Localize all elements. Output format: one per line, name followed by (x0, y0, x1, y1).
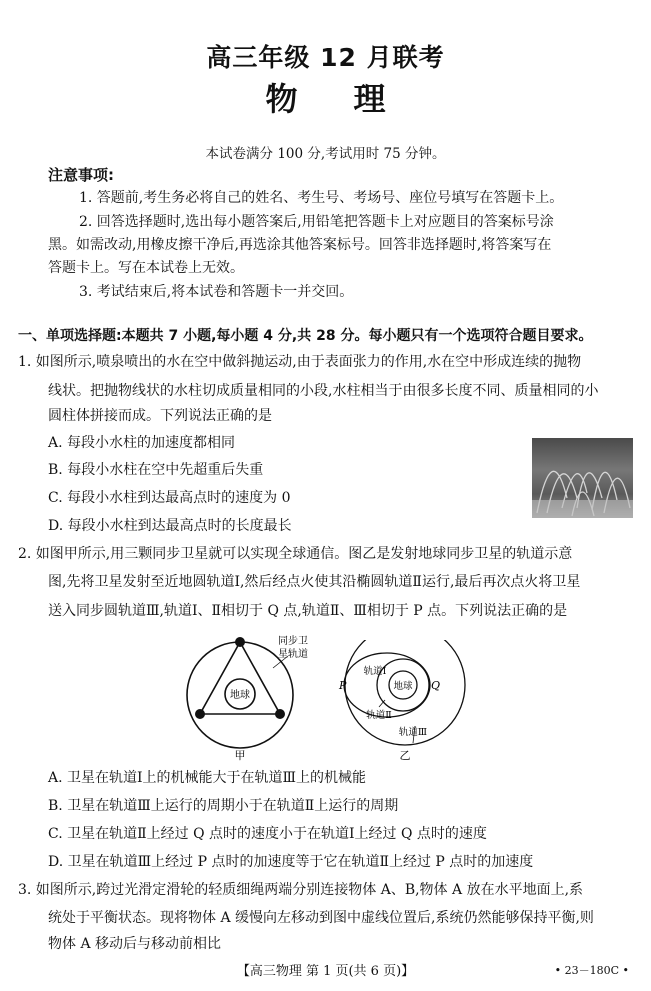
orbit3-label: 轨道Ⅲ (398, 727, 428, 738)
subject-title (0, 74, 651, 120)
q1-option-b: B. 每段小水柱在空中先超重后失重 (48, 462, 264, 478)
paper-code: • 23－180C • (554, 964, 629, 977)
satellite-dot (275, 709, 285, 719)
q2-option-b: B. 卫星在轨道Ⅲ上运行的周期小于在轨道Ⅱ上运行的周期 (48, 798, 399, 814)
point-q-label: Q (431, 679, 441, 692)
q1-stem-line: 线状。把抛物线状的水柱切成质量相同的小段,水柱相当于由很多长度不同、质量相同的小 (48, 383, 599, 399)
q2-option-a: A. 卫星在轨道Ⅰ上的机械能大于在轨道Ⅲ上的机械能 (48, 770, 367, 786)
q1-option-a: A. 每段小水柱的加速度都相同 (48, 435, 236, 451)
q2-stem-line: 2. 如图甲所示,用三颗同步卫星就可以实现全球通信。图乙是发射地球同步卫星的轨道示意 (18, 546, 573, 562)
orbit-label-2: 星轨道 (278, 649, 308, 660)
orbit1-label: 轨道Ⅰ (363, 666, 387, 677)
figure-caption: 乙 (399, 749, 411, 762)
point-p-label: P (339, 679, 347, 692)
satellite-dot (235, 637, 245, 647)
q1-option-c: C. 每段小水柱到达最高点时的速度为 0 (48, 490, 291, 506)
figure-caption: 甲 (234, 749, 246, 762)
fountain-arcs-image (532, 438, 633, 518)
earth-label: 地球 (393, 681, 413, 692)
notice-heading: 注意事项: (48, 166, 114, 184)
orbit2-label: 轨道Ⅱ (366, 710, 392, 721)
q1-stem-line: 1. 如图所示,喷泉喷出的水在空中做斜抛运动,由于表面张力的作用,水在空中形成连续的抛物 (18, 354, 582, 370)
q2-option-d: D. 卫星在轨道Ⅲ上经过 P 点时的加速度等于它在轨道Ⅱ上经过 P 点时的加速度 (48, 854, 534, 870)
q2-option-c: C. 卫星在轨道Ⅱ上经过 Q 点时的速度小于在轨道Ⅰ上经过 Q 点时的速度 (48, 826, 487, 842)
q2-stem-line: 送入同步圆轨道Ⅲ,轨道Ⅰ、Ⅱ相切于 Q 点,轨道Ⅱ、Ⅲ相切于 P 点。下列说法正确的是 (48, 603, 568, 619)
q3-stem-line: 物体 A 移动后与移动前相比 (48, 936, 222, 952)
notice-line: 2. 回答选择题时,选出每小题答案后,用铅笔把答题卡上对应题目的答案标号涂 (79, 214, 554, 230)
q3-stem-line: 统处于平衡状态。现将物体 A 缓慢向左移动到图中虚线位置后,系统仍然能够保持平衡,则 (48, 910, 594, 926)
q1-option-d: D. 每段小水柱到达最高点时的长度最长 (48, 518, 292, 534)
section-heading: 一、单项选择题:本题共 7 小题,每小题 4 分,共 28 分。每小题只有一个选项符合题目要求。 (18, 328, 593, 344)
paper-title: 高三年级 12 月联考 (206, 43, 445, 72)
notice-line: 3. 考试结束后,将本试卷和答题卡一并交回。 (79, 284, 354, 300)
satellite-dot (195, 709, 205, 719)
notice-line: 答题卡上。写在本试卷上无效。 (48, 260, 244, 276)
orbit-label-1: 同步卫 (278, 636, 308, 647)
subject-char-2: 理 (353, 80, 386, 118)
notice-line: 1. 答题前,考生务必将自己的姓名、考生号、考场号、座位号填写在答题卡上。 (79, 190, 564, 206)
page-footer: 【高三物理 第 1 页(共 6 页)】 (236, 964, 415, 979)
exam-info: 本试卷满分 100 分,考试用时 75 分钟。 (205, 146, 446, 162)
q3-stem-line: 3. 如图所示,跨过光滑定滑轮的轻质细绳两端分别连接物体 A、B,物体 A 放在水平地面上,系 (18, 882, 584, 898)
fountain-photo (532, 438, 633, 518)
earth-label: 地球 (230, 690, 250, 701)
q1-stem-line: 圆柱体拼接而成。下列说法正确的是 (48, 408, 272, 424)
subject-char-1: 物 (265, 80, 298, 118)
q2-stem-line: 图,先将卫星发射至近地圆轨道Ⅰ,然后经点火使其沿椭圆轨道Ⅱ运行,最后再次点火将卫星 (48, 574, 581, 590)
notice-line: 黑。如需改动,用橡皮擦干净后,再选涂其他答案标号。回答非选择题时,将答案写在 (48, 237, 552, 253)
figure-yi (335, 640, 480, 762)
figure-jia (185, 628, 315, 762)
